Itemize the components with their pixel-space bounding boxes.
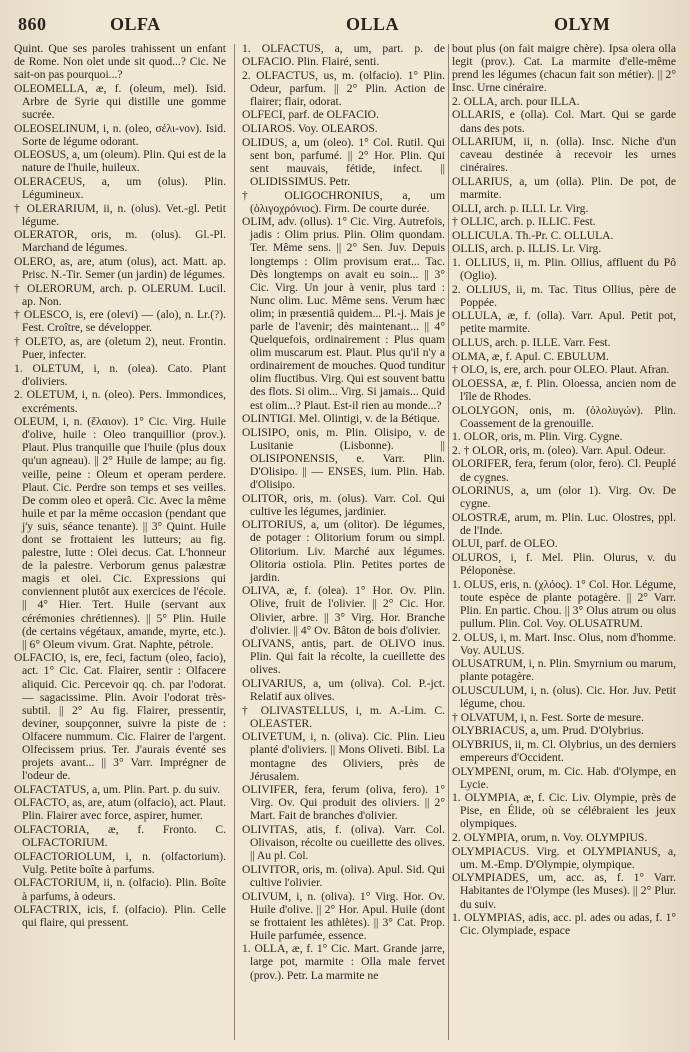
- dictionary-entry: 2. OLLIUS, ii, m. Tac. Titus Ollius, père de Poppée.: [452, 282, 676, 309]
- running-head-right: OLYM: [554, 14, 611, 34]
- dictionary-entry: OLYMPIADES, um, acc. as, f. 1° Varr. Habitantes de l'Olympe (les Muses). || 2° Plur. du suiv.: [452, 871, 676, 911]
- dictionary-entry: 1. OLLIUS, ii, m. Plin. Ollius, affluent du Pô (Oglio).: [452, 256, 676, 283]
- dictionary-entry: † OLIVASTELLUS, i, m. A.-Lim. C. OLEASTER.: [242, 703, 445, 730]
- dictionary-entry: OLITOR, oris, m. (olus). Varr. Col. Qui cultive les légumes, jardinier.: [242, 491, 445, 518]
- column-middle: [242, 42, 445, 1042]
- dictionary-entry: 2. OLYMPIA, orum, n. Voy. OLYMPIUS.: [452, 831, 648, 845]
- dictionary-entry: † OLESCO, is, ere (olevi) — (alo), n. Lr.(?). Fest. Croître, se développer.: [14, 308, 226, 335]
- dictionary-entry: OLUROS, i, f. Mel. Plin. Olurus, v. du Péloponèse.: [452, 551, 676, 578]
- running-head-left: OLFA: [110, 14, 161, 34]
- dictionary-entry: OLLARIUS, a, um (olla). Plin. De pot, de marmite.: [452, 174, 676, 202]
- dictionary-entry: OLIVUM, i, n. (oliva). 1° Virg. Hor. Ov. Huile d'olive. || 2° Hor. Apul. Huile (dont se frottaient les athlètes). || 3° Cat. Prop. Huile parfumée, essence.: [242, 889, 445, 942]
- dictionary-entry: † OLERARIUM, ii, n. (olus). Vet.-gl. Petit légume.: [14, 201, 226, 228]
- dictionary-entry: OLIVETUM, i, n. (oliva). Cic. Plin. Lieu planté d'oliviers. || Mons Oliveti. Bibl. La montagne des Oliviers, près de Jérusalem.: [242, 730, 445, 783]
- dictionary-entry: OLITORIUS, a, um (olitor). De légumes, de potager : Olitorium forum ou simpl. Olitorium. Liv. Marché aux légumes. Olitoria ostiola. Plin. Petites portes de jardin.: [242, 518, 445, 584]
- dictionary-entry: OLORIFER, fera, ferum (olor, fero). Cl. Peuplé de cygnes.: [452, 457, 676, 484]
- dictionary-entry: OLOESSA, æ, f. Plin. Oloessa, ancien nom de l'île de Rhodes.: [452, 376, 676, 403]
- page-number: 860: [18, 14, 47, 34]
- dictionary-entry: OLFACTORIUM, ii, n. (olfacio). Plin. Boîte à parfums, à odeurs.: [14, 876, 226, 903]
- dictionary-entry: OLLULA, æ, f. (olla). Varr. Apul. Petit pot, petite marmite.: [452, 309, 676, 336]
- dictionary-entry: 2. † OLOR, oris, m. (oleo). Varr. Apul. Odeur.: [452, 443, 666, 457]
- dictionary-entry: OLOSTRÆ, arum, m. Plin. Luc. Olostres, ppl. de l'Inde.: [452, 510, 676, 537]
- dictionary-entry: OLLIS, arch. p. ILLIS. Lr. Virg.: [452, 242, 602, 256]
- dictionary-entry: OLINTIGI. Mel. Olintigi, v. de la Bétique.: [242, 412, 440, 426]
- dictionary-entry: OLFACTORIOLUM, i, n. (olfactorium). Vulg. Petite boîte à parfums.: [14, 849, 226, 876]
- dictionary-entry: OLLARIUM, ii, n. (olla). Insc. Niche d'un caveau destinée à recevoir les urnes cinéraires.: [452, 135, 676, 175]
- dictionary-entry: 1. OLYMPIA, æ, f. Cic. Liv. Olympie, près de Pise, en Élide, où se célébraient les jeux olympiques.: [452, 791, 676, 831]
- dictionary-entry: OLIVITOR, oris, m. (oliva). Apul. Sid. Qui cultive l'olivier.: [242, 862, 445, 889]
- dictionary-entry: OLORINUS, a, um (olor 1). Virg. Ov. De cygne.: [452, 484, 676, 511]
- dictionary-entry: 1. OLUS, eris, n. (χλόος). 1° Col. Hor. Légume, toute espèce de plante potagère. || 2° Varr. Plin. En partic. Chou. || 3° Olus atrum ou olus pullum. Plin. Col. Voy. OLUSATRUM.: [452, 577, 676, 631]
- dictionary-entry: 2. OLUS, i, m. Mart. Insc. Olus, nom d'homme. Voy. AULUS.: [452, 630, 676, 657]
- dictionary-entry: OLIM, adv. (ollus). 1° Cic. Virg. Autrefois, jadis : Olim prius. Plin. Olim quondam. Ter. Même sens. || 2° Sen. Juv. Depuis longtemps : Olim provisum erat... Tac. Dès longtemps on avait eu soin... || 3° Cic. Virg. Un jour à venir, plus tard : Nunc olim. Luc. Même sens. Verum hæc olim; in præsentiâ quidem... Pl.-j. Mais je parle de l'avenir; dès maintenant... || 4° Quelquefois, ordinairement : Plus quam olim muscarum est. Plaut. Plus qu'il n'y a ordinairement de mouches. Quod tunditur olim fluctibus. Virg. Qui est souvent battu des flots. Si olim... Virg. Si jamais... Quid est olim...? Plaut. Est-il rien au monde...?: [242, 215, 445, 412]
- dictionary-entry: 1. OLETUM, i, n. (olea). Cato. Plant d'oliviers.: [14, 361, 226, 388]
- dictionary-entry: OLFACIO, is, ere, feci, factum (oleo, facio), act. 1° Cic. Cat. Flairer, sentir : Olfacere aliquid. Cic. Percevoir qq. ch. par l'odorat. — sagacissime. Plin. Avoir l'odorat très-subtil. || 2° Au fig. Flairer, pressentir, deviner, soupçonner, suivre la piste de : Olfacere nummum. Cic. Flairer de l'argent. Olfecissem prius. Ter. J'aurais éventé ses projets avant... || 3° Varr. Imprégner de l'odeur de.: [14, 651, 226, 783]
- dictionary-entry: OLUI, parf. de OLEO.: [452, 537, 558, 551]
- running-head-center: OLLA: [346, 14, 400, 34]
- dictionary-entry: † OLVATUM, i, n. Fest. Sorte de mesure.: [452, 710, 644, 724]
- dictionary-entry: † OLLIC, arch. p. ILLIC. Fest.: [452, 215, 596, 229]
- dictionary-entry: OLLI, arch. p. ILLI. Lr. Virg.: [452, 201, 589, 215]
- dictionary-entry: OLUSATRUM, i, n. Plin. Smyrnium ou marum, plante potagère.: [452, 657, 676, 684]
- dictionary-entry: OLEOSUS, a, um (oleum). Plin. Qui est de la nature de l'huile, huileux.: [14, 148, 226, 175]
- dictionary-entry: † OLIGOCHRONIUS, a, um (ὀλιγοχρόνιος). Firm. De courte durée.: [242, 188, 445, 215]
- column-divider: [448, 44, 449, 1040]
- dictionary-entry: OLMA, æ, f. Apul. C. EBULUM.: [452, 349, 609, 363]
- dictionary-entry: OLFACTORIA, æ, f. Fronto. C. OLFACTORIUM.: [14, 823, 226, 850]
- dictionary-entry: 2. OLETUM, i, n. (oleo). Pers. Immondices, excréments.: [14, 388, 226, 415]
- dictionary-entry: OLOLYGON, onis, m. (ὀλολυγών). Plin. Coassement de la grenouille.: [452, 403, 676, 430]
- dictionary-entry: OLIDUS, a, um (oleo). 1° Col. Rutil. Qui sent bon, parfumé. || 2° Hor. Plin. Qui sent mauvais, fétide, infect. || OLIDISSIMUS. Petr.: [242, 135, 445, 188]
- dictionary-entry: OLISIPO, onis, m. Plin. Olisipo, v. de Lusitanie (Lisbonne). || OLISIPONENSIS, e. Varr. Plin. D'Olisipo. || — ENSES, ium. Plin. Hab. d'Olisipo.: [242, 425, 445, 492]
- dictionary-entry: OLERATOR, oris, m. (olus). Gl.-Pl. Marchand de légumes.: [14, 228, 226, 255]
- dictionary-entry: 1. OLOR, oris, m. Plin. Virg. Cygne.: [452, 430, 623, 444]
- dictionary-entry: 2. OLLA, arch. pour ILLA.: [452, 94, 580, 108]
- dictionary-entry: OLYMPIACUS. Virg. et OLYMPIANUS, a, um. M.-Emp. D'Olympie, olympique.: [452, 844, 676, 871]
- dictionary-entry: † OLETO, as, are (oletum 2), neut. Frontin. Puer, infecter.: [14, 335, 226, 362]
- dictionary-entry: Quint. Que ses paroles trahissent un enfant de Rome. Non olet unde sit quod...? Cic. Ne sait-on pas pourquoi...?: [14, 42, 226, 82]
- dictionary-entry: OLERACEUS, a, um (olus). Plin. Légumineux.: [14, 174, 226, 202]
- dictionary-entry: OLEOMELLA, æ, f. (oleum, mel). Isid. Arbre de Syrie qui distille une gomme sucrée.: [14, 81, 226, 121]
- dictionary-entry: OLUSCULUM, i, n. (olus). Cic. Hor. Juv. Petit légume, chou.: [452, 684, 676, 711]
- dictionary-entry: OLEUM, i, n. (ἔλαιον). 1° Cic. Virg. Huile d'olive, huile : Oleo tranquillior (prov.). Plaut. Plus tranquille que l'huile (plus doux qu'un agneau). || 2° Huile de lampe; au fig. veille, peine : Oleum et operam perdere. Plaut. Cic. Perdre son temps et ses veilles. De comm oleo et operâ. Cic. Avec la même huile et par la même occasion (pendant que j'y suis, séance tenante). || 3° Quint. Huile dont se frottaient les lutteurs; au fig. palestre, lutte : Olei decus. Cat. L'honneur de la palestre. Verborum genus palæstræ magis et olei. Cic. Expressions qui conviennent plutôt aux exercices de l'école. || 4° Hier. Tert. Huile (servant aux cérémonies chrétiennes). || 5° Plin. Huile (de certains végétaux, amande, myrte, etc.). || 6° Oleum vivum. Grat. Naphte, pétrole.: [14, 415, 226, 651]
- dictionary-entry: 1. OLYMPIAS, adis, acc. pl. ades ou adas, f. 1° Cic. Olympiade, espace: [452, 911, 676, 938]
- page-header: [14, 14, 676, 40]
- dictionary-entry: † OLO, is, ere, arch. pour OLEO. Plaut. Afran.: [452, 363, 670, 377]
- dictionary-entry: OLIVITAS, atis, f. (oliva). Varr. Col. Olivaison, récolte ou cueillette des olives. || Au pl. Col.: [242, 823, 445, 863]
- dictionary-entry: OLYBRIUS, ii, m. Cl. Olybrius, un des derniers empereurs d'Occident.: [452, 737, 676, 764]
- dictionary-entry: OLYMPENI, orum, m. Cic. Hab. d'Olympe, en Lycie.: [452, 764, 676, 791]
- dictionary-entry: OLFECI, parf. de OLFACIO.: [242, 108, 379, 122]
- dictionary-entry: OLIAROS. Voy. OLEAROS.: [242, 122, 378, 136]
- column-right: [452, 42, 676, 1042]
- dictionary-entry: OLLARIS, e (olla). Col. Mart. Qui se garde dans des pots.: [452, 108, 676, 135]
- dictionary-entry: OLIVIFER, fera, ferum (oliva, fero). 1° Virg. Ov. Qui produit des oliviers. || 2° Mart. Fait de branches d'olivier.: [242, 783, 445, 823]
- dictionary-entry: OLIVANS, antis, part. de OLIVO inus. Plin. Qui fait la récolte, la cueillette des olives.: [242, 637, 445, 677]
- dictionary-entry: OLIVARIUS, a, um (oliva). Col. P.-jct. Relatif aux olives.: [242, 677, 445, 704]
- dictionary-entry: OLEOSELINUM, i, n. (oleo, σέλι-νον). Isid. Sorte de légume odorant.: [14, 121, 226, 148]
- dictionary-entry: OLLUS, arch. p. ILLE. Varr. Fest.: [452, 336, 611, 350]
- dictionary-entry: † OLERORUM, arch. p. OLERUM. Lucil. ap. Non.: [14, 281, 226, 308]
- dictionary-entry: OLERO, as, are, atum (olus), act. Matt. ap. Prisc. N.-Tir. Semer (un jardin) de légumes.: [14, 255, 226, 282]
- dictionary-entry: 1. OLLA, æ, f. 1° Cic. Mart. Grande jarre, large pot, marmite : Olla male fervet (prov.). Petr. La marmite ne: [242, 942, 445, 982]
- dictionary-entry: 2. OLFACTUS, us, m. (olfacio). 1° Plin. Odeur, parfum. || 2° Plin. Action de flairer; flair, odorat.: [242, 68, 445, 108]
- dictionary-entry: OLFACTRIX, icis, f. (olfacio). Plin. Celle qui flaire, qui pressent.: [14, 903, 226, 930]
- column-left: [14, 42, 226, 1042]
- dictionary-entry: OLFACTO, as, are, atum (olfacio), act. Plaut. Plin. Flairer avec force, aspirer, humer.: [14, 796, 226, 823]
- dictionary-entry: OLYBRIACUS, a, um. Prud. D'Olybrius.: [452, 724, 644, 738]
- column-divider: [234, 44, 235, 1040]
- dictionary-entry: OLLICULA. Th.-Pr. C. OLLULA.: [452, 228, 614, 242]
- dictionary-entry: OLFACTATUS, a, um. Plin. Part. p. du suiv.: [14, 782, 221, 796]
- dictionary-entry: 1. OLFACTUS, a, um, part. p. de OLFACIO. Plin. Flairé, senti.: [242, 42, 445, 69]
- dictionary-entry: bout plus (on fait maigre chère). Ipsa olera olla legit (prov.). Cat. La marmite d'elle-même prend les légumes (chacun fait son métier). || 2° Insc. Urne cinéraire.: [452, 42, 676, 95]
- dictionary-entry: OLIVA, æ, f. (olea). 1° Hor. Ov. Plin. Olive, fruit de l'olivier. || 2° Cic. Hor. Olivier, arbre. || 3° Virg. Hor. Branche d'olivier. || 4° Ov. Bâton de bois d'olivier.: [242, 584, 445, 637]
